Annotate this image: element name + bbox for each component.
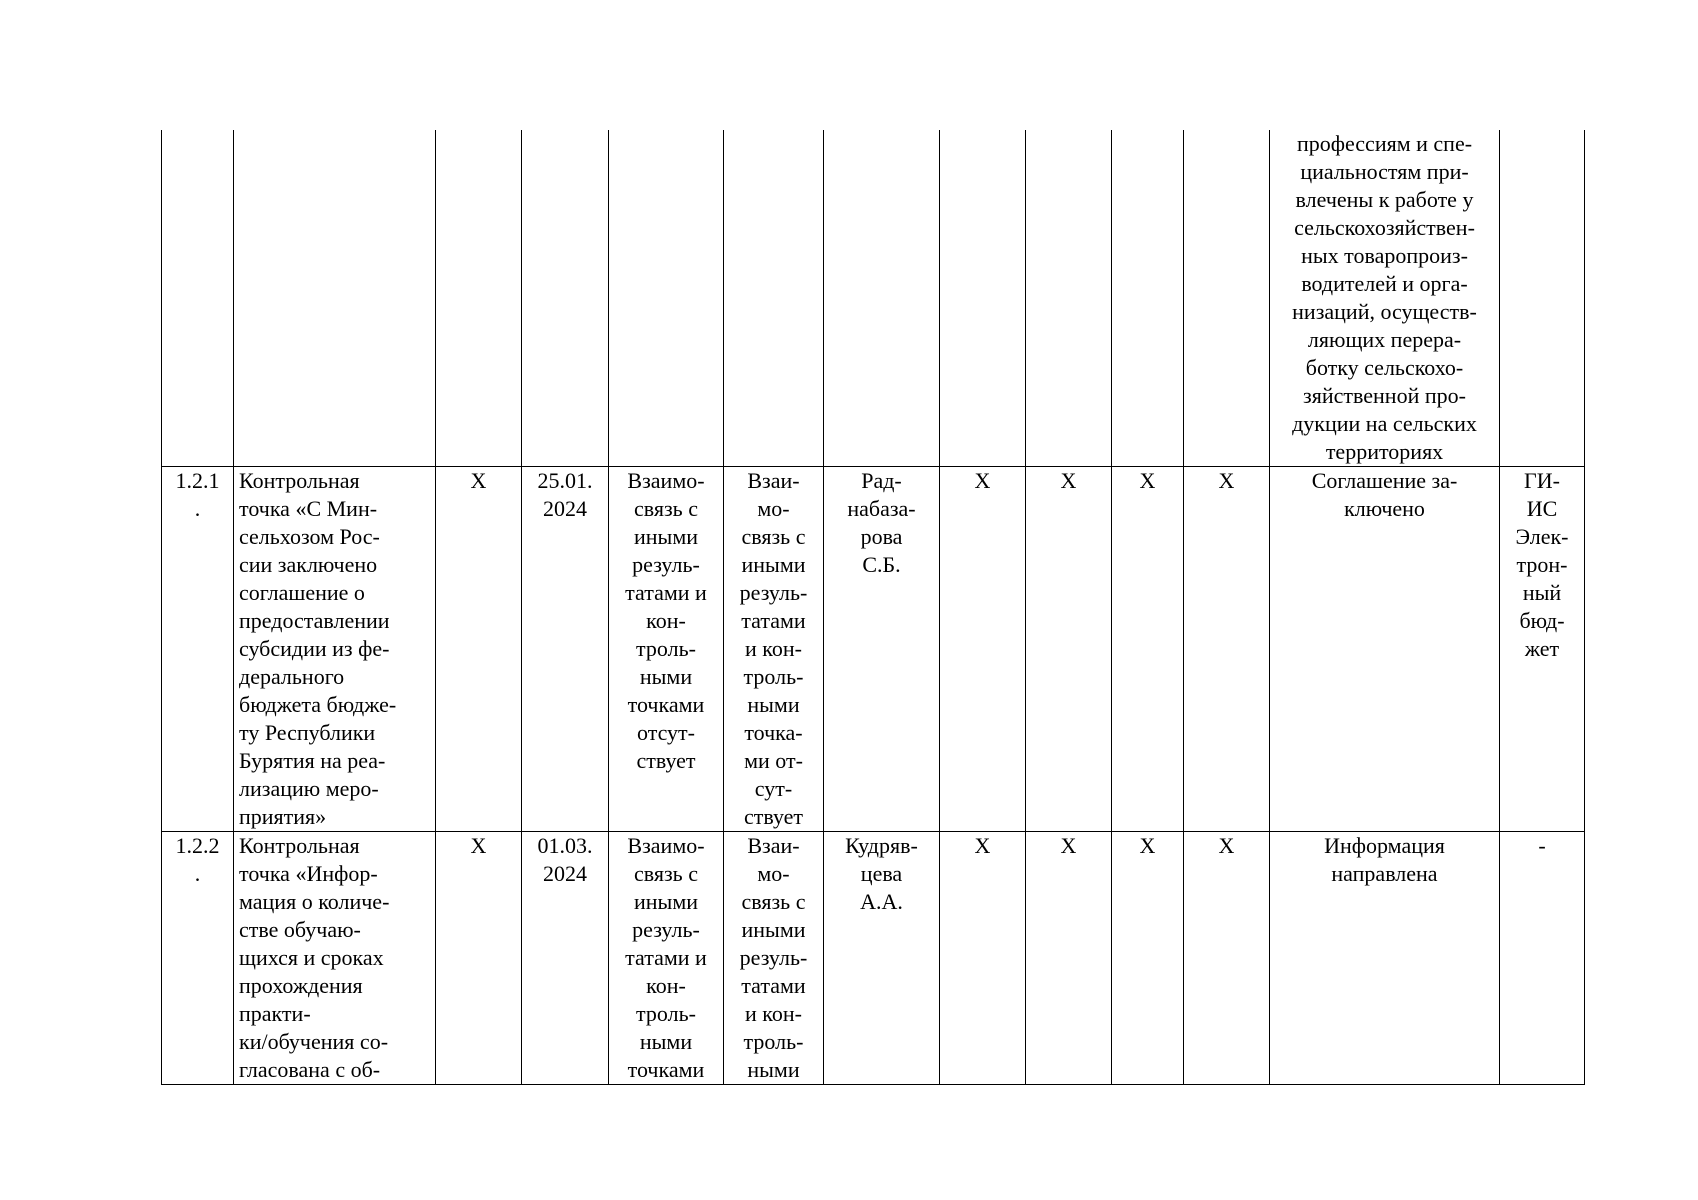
cell-value: X: [1060, 468, 1077, 493]
row-number: 1.2.2 .: [175, 833, 220, 886]
table-cell: [1026, 832, 1112, 1085]
cell-value: X: [1139, 833, 1156, 858]
system-cell: [1500, 467, 1585, 832]
control-point-name: Контрольная точка «С Мин- сельхозом Рос- сии заключено соглашение о предоставлении субсидии из фе- дерального бюджета бюдже- ту Республики Бурятия на реа- лизацию меро- приятия»: [239, 468, 397, 829]
table-cell: [609, 130, 724, 467]
relation-text: Взаимо- связь с иными резуль- татами и кон- троль- ными точками отсут- ствует: [625, 468, 707, 773]
result-cell: [1270, 467, 1500, 832]
table-cell: [162, 130, 234, 467]
table-cell: [940, 467, 1026, 832]
cell-value: X: [470, 468, 487, 493]
table-cell: [940, 130, 1026, 467]
table-row: [162, 467, 1585, 832]
control-points-table: [161, 130, 1585, 1085]
result-text: Соглашение за- ключено: [1311, 468, 1458, 521]
relation-cell: [609, 832, 724, 1085]
cell-value: X: [1218, 468, 1235, 493]
table-cell: [1112, 832, 1184, 1085]
table-cell: [824, 130, 940, 467]
relation-cell: [724, 467, 824, 832]
date-cell: [522, 832, 609, 1085]
system-text: ГИ- ИС Элек- трон- ный бюд- жет: [1515, 468, 1569, 661]
responsible-cell: [824, 467, 940, 832]
table-cell: [1026, 467, 1112, 832]
system-text: -: [1538, 833, 1546, 858]
table-row-continuation: [162, 130, 1585, 467]
relation-text: Взаи- мо- связь с иными резуль- татами и кон- троль- ными: [739, 833, 808, 1082]
relation-text: Взаимо- связь с иными резуль- татами и кон- троль- ными точками: [625, 833, 707, 1082]
relation-cell: [724, 832, 824, 1085]
table-cell: [940, 832, 1026, 1085]
table-cell: [1026, 130, 1112, 467]
cell-value: X: [974, 468, 991, 493]
cell-value: X: [470, 833, 487, 858]
cell-value: X: [1218, 833, 1235, 858]
row-number-cell: [162, 467, 234, 832]
system-cell: [1500, 832, 1585, 1085]
name-cell: [234, 832, 436, 1085]
table-cell: [724, 130, 824, 467]
date-cell: [522, 467, 609, 832]
table-row: [162, 832, 1585, 1085]
cell-value: X: [1139, 468, 1156, 493]
table-cell: [234, 130, 436, 467]
cell-value: X: [974, 833, 991, 858]
table-cell: [1500, 130, 1585, 467]
result-text: профессиям и спе- циальностям при- влечены к работе у сельскохозяйствен- ных товаропроиз- водителей и орга- низаций, осуществ- ляющих перера- ботку сельскохо- зяйственной про- дукции на сельских территориях: [1292, 131, 1477, 464]
table-cell: [436, 467, 522, 832]
row-number: 1.2.1 .: [175, 468, 220, 521]
table-cell: [1184, 130, 1270, 467]
relation-cell: [609, 467, 724, 832]
responsible-name: Кудряв- цева А.А.: [845, 833, 918, 914]
relation-text: Взаи- мо- связь с иными резуль- татами и кон- троль- ными точка- ми от- сут- ствует: [739, 468, 808, 829]
date-value: 01.03. 2024: [537, 833, 593, 886]
table-cell: [1184, 467, 1270, 832]
responsible-cell: [824, 832, 940, 1085]
responsible-name: Рад- набаза- рова С.Б.: [847, 468, 916, 577]
control-point-name: Контрольная точка «Инфор- мация о количе- стве обучаю- щихся и сроках прохождения практи- ки/обучения со- гласована с об-: [239, 833, 390, 1082]
date-value: 25.01. 2024: [537, 468, 593, 521]
name-cell: [234, 467, 436, 832]
table-cell: [436, 130, 522, 467]
row-number-cell: [162, 832, 234, 1085]
cell-value: X: [1060, 833, 1077, 858]
table-cell: [522, 130, 609, 467]
table-cell: [1112, 467, 1184, 832]
result-cell: [1270, 832, 1500, 1085]
table-cell: [436, 832, 522, 1085]
table-cell: [1112, 130, 1184, 467]
result-cell: [1270, 130, 1500, 467]
result-text: Информация направлена: [1324, 833, 1445, 886]
table-cell: [1184, 832, 1270, 1085]
